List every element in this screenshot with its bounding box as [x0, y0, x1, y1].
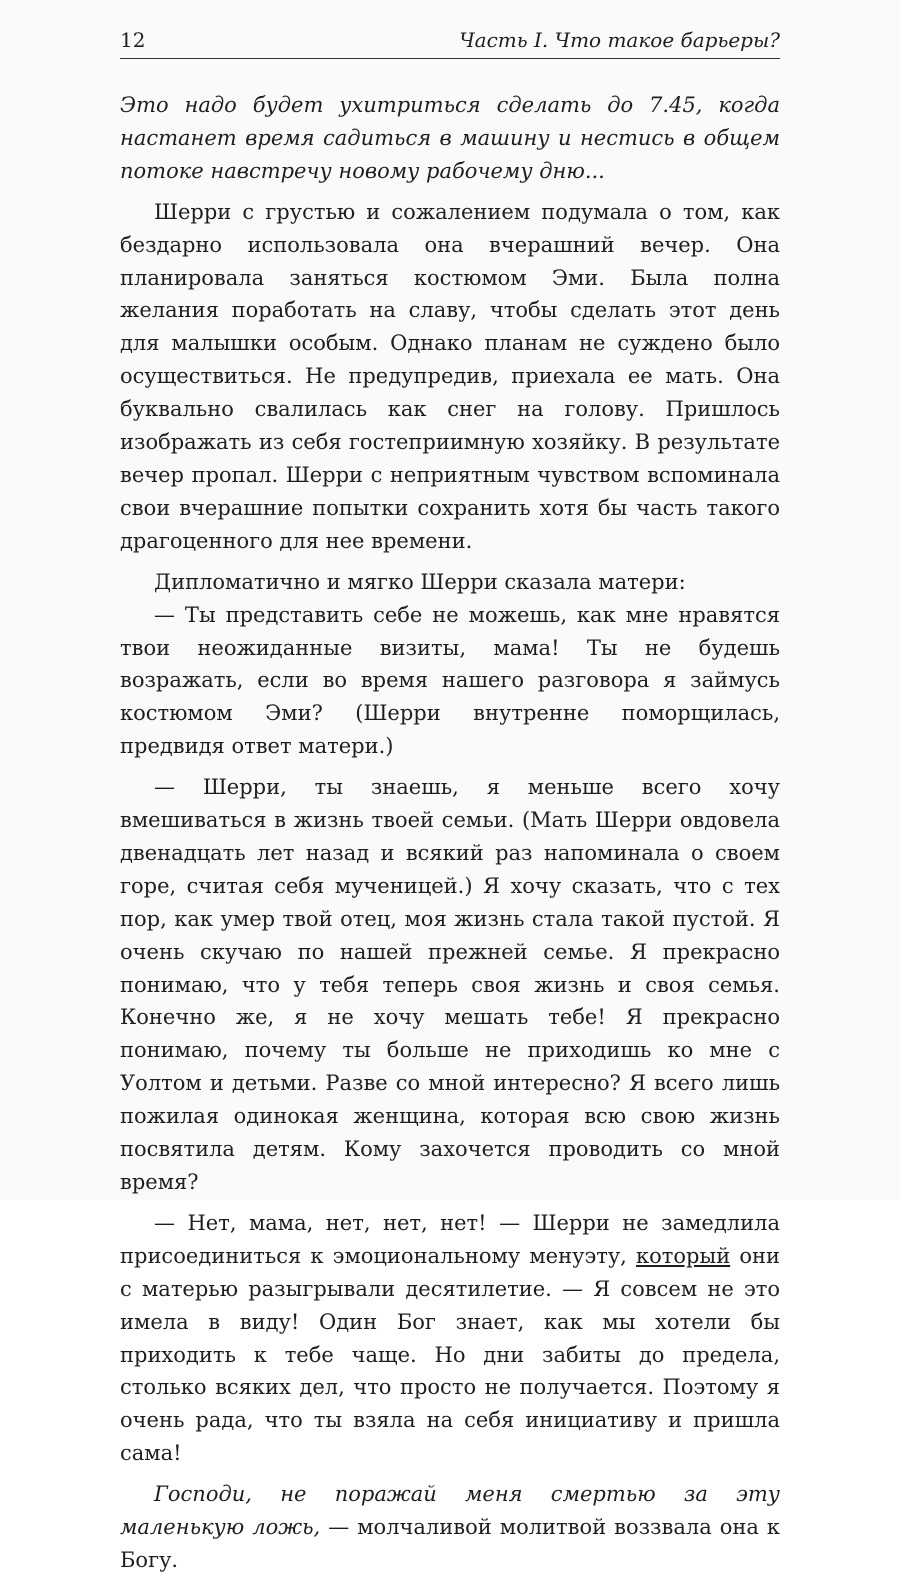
dialogue-paragraph — [120, 1207, 780, 1470]
paragraph: Шерри с грустью и сожалением подумала о том, как бездарно использовала она вчерашний вечер. Она планировала заняться костюмом Эми. Была полна желания поработать на славу, чтобы сделать этот день для малышки особым. Однако планам не суждено было осуществиться. Не предупредив, приехала ее мать. Она буквально свалилась как снег на голову. Пришлось изображать из себя гостеприимную хозяйку. В результате вечер пропал. Шерри с неприятным чувством вспоминала свои вчерашние попытки сохранить хотя бы часть такого драгоценного для нее времени. — [120, 199, 780, 553]
dialogue-paragraph: — Шерри, ты знаешь, я меньше всего хочу вмешиваться в жизнь твоей семьи. (Мать Шерри овдовела двенадцать лет назад и всякий раз напоминала о своем горе, считая себя мученицей.) Я хочу сказать, что с тех пор, как умер твой отец, моя жизнь стала такой пустой. Я очень скучаю по нашей прежней семье. Я прекрасно понимаю, что у тебя теперь своя жизнь и своя семья. Конечно же, я не хочу мешать тебе! Я прекрасно понимаю, почему ты больше не приходишь ко мне с Уолтом и детьми. Разве со мной интересно? Я всего лишь пожилая одинокая женщина, которая всю свою жизнь посвятила детям. Кому захочется проводить со мной время? — [120, 775, 780, 1194]
closing-text: — молчаливой молитвой воззвала она к Богу. — [120, 1515, 780, 1572]
paragraph: Дипломатично и мягко Шерри сказала матери: — [154, 569, 686, 594]
italic-prayer: Господи, не поражай меня смертью за эту маленькую ложь, — [120, 1482, 780, 1540]
page-content — [120, 22, 780, 1585]
chapter-title: Часть I. Что такое барьеры? — [459, 28, 780, 52]
paragraph-opening: Это надо будет ухитриться сделать до 7.45, когда настанет время садиться в машину и нестись в общем потоке навстречу новому рабочему дню... — [120, 93, 780, 183]
dialogue-text: они с матерью разыгрывали десятилетие. — Я совсем не это имела в виду! Один Бог знает, как мы хотели бы приходить к тебе чаще. Но дни забиты до предела, столько всяких дел, что просто не получается. Поэтому я очень рада, что ты взяла на себя инициативу и пришла сама! — [120, 1243, 780, 1466]
page-number: 12 — [120, 28, 146, 52]
body-text — [120, 89, 780, 1577]
dialogue-text: — Нет, мама, нет, нет, нет! — Шерри не замедлила присоединиться к эмоциональному менуэту, — [120, 1210, 780, 1268]
dialogue-paragraph: — Ты представить себе не можешь, как мне нравятся твои неожиданные визиты, мама! Ты не будешь возражать, если во время нашего разговора я займусь костюмом Эми? (Шерри внутренне поморщилась, предвидя ответ матери.) — [120, 602, 780, 759]
closing-paragraph — [120, 1478, 780, 1577]
underlined-word: который — [636, 1243, 731, 1268]
running-header — [120, 22, 780, 59]
